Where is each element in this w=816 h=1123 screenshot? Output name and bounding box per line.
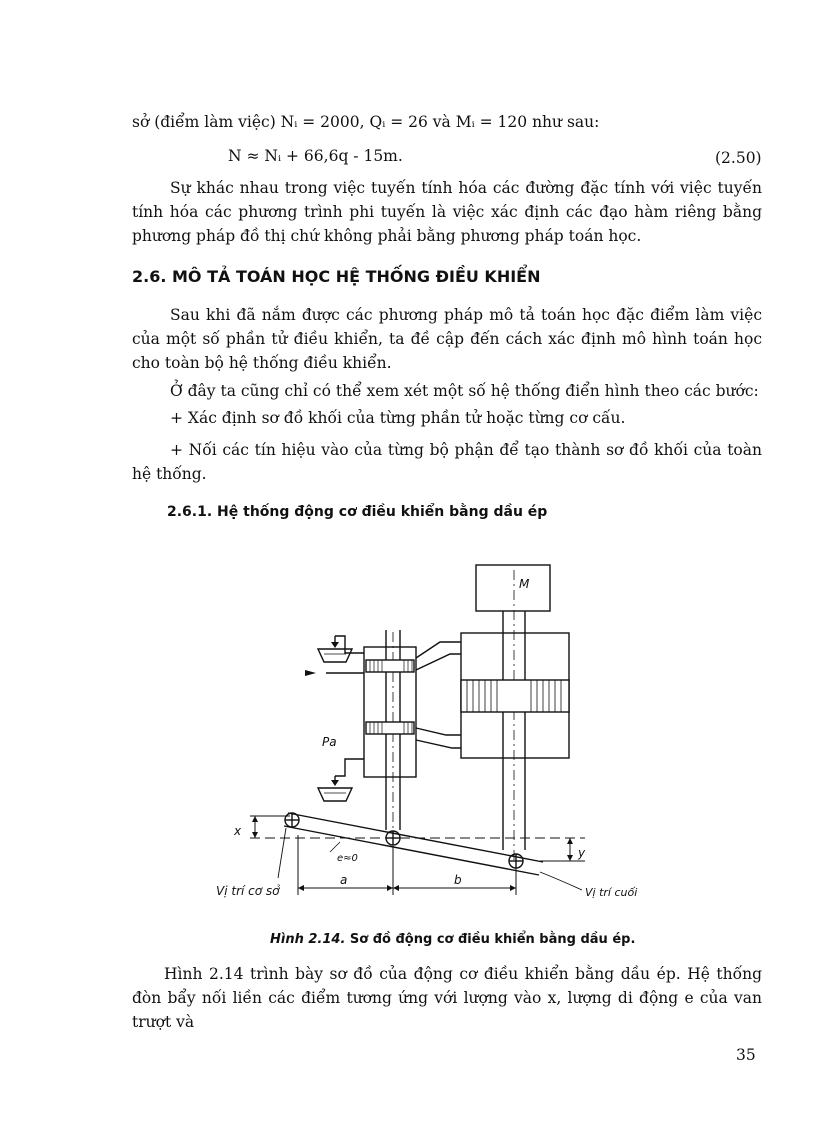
figure-caption	[270, 932, 635, 947]
label-x: x	[234, 824, 242, 838]
paragraph-figure-description: Hình 2.14 trình bày sơ đồ của động cơ điều khiển bằng dầu ép. Hệ thống đòn bẩy nối liền các điểm tương ứng với lượng vào x, lượng di động e của van trượt và	[132, 965, 762, 1031]
paragraph-section-intro: Sau khi đã nắm được các phương pháp mô tả toán học đặc điểm làm việc của một số phần tử điều khiển, ta đề cập đến cách xác định mô hình toán học cho toàn bộ hệ thống điều khiển.	[132, 306, 762, 372]
page-number: 35	[736, 1046, 756, 1064]
piston	[461, 680, 569, 712]
label-a: a	[340, 873, 348, 887]
label-base-position: Vị trí cơ sở	[216, 884, 280, 898]
hydraulic-motor-diagram	[0, 550, 816, 920]
section-title: 2.6. MÔ TẢ TOÁN HỌC HỆ THỐNG ĐIỀU KHIỂN	[132, 267, 541, 286]
paragraph-step-2: + Nối các tín hiệu vào của từng bộ phận để tạo thành sơ đồ khối của toàn hệ thống.	[132, 441, 762, 483]
paragraph-steps-intro: Ở đây ta cũng chỉ có thể xem xét một số hệ thống điển hình theo các bước:	[170, 382, 759, 400]
paragraph-intro: sở (điểm làm việc) Nᵢ = 2000, Qᵢ = 26 và Mᵢ = 120 như sau:	[132, 113, 600, 131]
caption-number: Hình 2.14.	[270, 932, 346, 947]
equation-2-50: N ≈ Nᵢ + 66,6q - 15m.	[228, 147, 403, 165]
caption-text: Sơ đồ động cơ điều khiển bằng dầu ép.	[345, 932, 636, 947]
equation-number: (2.50)	[715, 149, 762, 167]
motor-box	[476, 565, 550, 611]
label-end-position: Vị trí cuối	[585, 886, 638, 899]
label-y: y	[578, 846, 586, 860]
subsection-title: 2.6.1. Hệ thống động cơ điều khiển bằng dầu ép	[167, 504, 548, 520]
label-pa: Pa	[322, 735, 337, 749]
paragraph-step-1: + Xác định sơ đồ khối của từng phần tử hoặc từng cơ cấu.	[170, 409, 626, 427]
label-b: b	[454, 873, 462, 887]
paragraph-linearization: Sự khác nhau trong việc tuyến tính hóa các đường đặc tính với việc tuyến tính hóa các phương trình phi tuyến là việc xác định các đạo hàm riêng bằng phương pháp đồ thị chứ không phải bằng phương pháp toán học.	[132, 179, 762, 245]
label-e: e≈0	[337, 853, 358, 864]
label-motor: M	[519, 577, 530, 591]
